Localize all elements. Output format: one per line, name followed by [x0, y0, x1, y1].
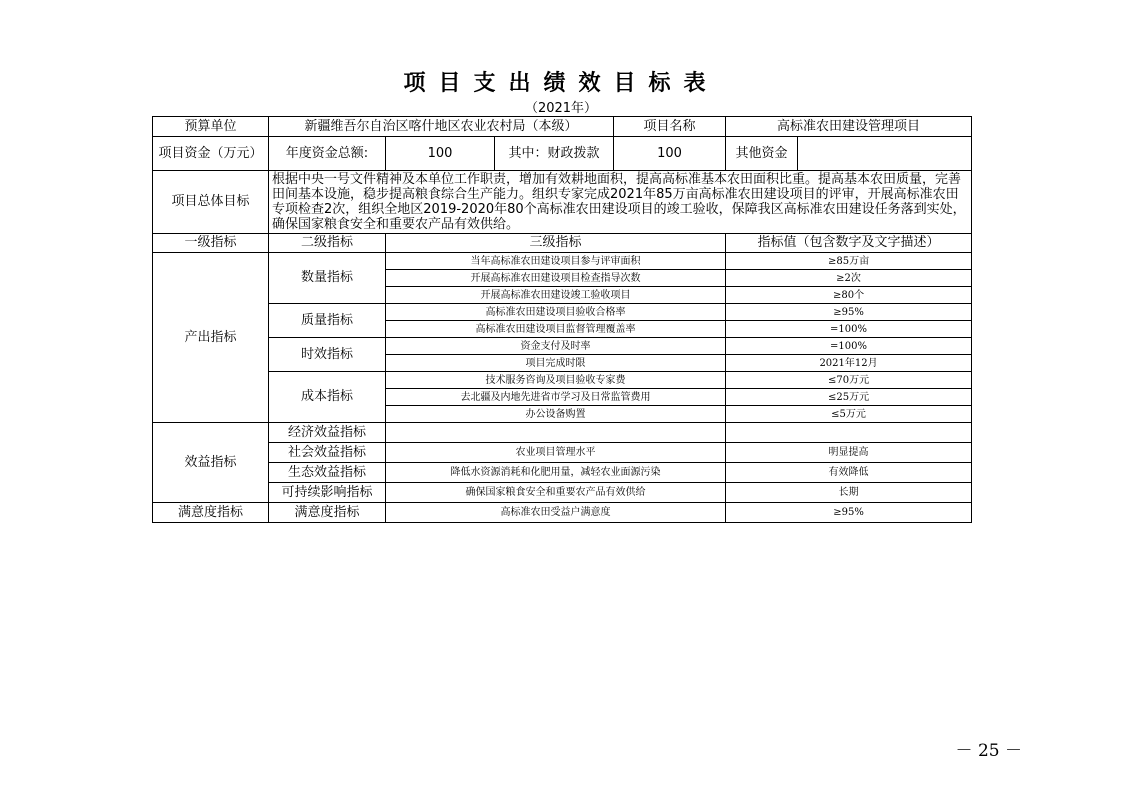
indicator-name: 高标准农田建设项目监督管理覆盖率	[386, 321, 726, 338]
indicator-value: 2021年12月	[726, 355, 972, 372]
table-row	[153, 483, 972, 503]
indicator-value: 有效降低	[726, 463, 972, 483]
table-row	[153, 443, 972, 463]
economic-benefit-label: 经济效益指标	[269, 423, 386, 443]
funds-row	[153, 137, 972, 171]
col-level3-header: 三级指标	[386, 234, 726, 253]
cost-indicator-label: 成本指标	[269, 372, 386, 423]
indicator-value: ≥95%	[726, 503, 972, 523]
table-row	[153, 338, 972, 355]
overall-goal-label: 项目总体目标	[153, 171, 269, 234]
quantity-indicator-label: 数量指标	[269, 253, 386, 304]
table-row	[153, 253, 972, 270]
indicator-name: 项目完成时限	[386, 355, 726, 372]
output-indicator-label: 产出指标	[153, 253, 269, 423]
quality-indicator-label: 质量指标	[269, 304, 386, 338]
satisfaction-sub-label: 满意度指标	[269, 503, 386, 523]
indicator-value: ≥85万亩	[726, 253, 972, 270]
table-row	[153, 463, 972, 483]
indicator-name: 技术服务咨询及项目验收专家费	[386, 372, 726, 389]
indicator-value	[726, 423, 972, 443]
performance-goal-table	[152, 116, 972, 523]
indicator-name: 降低水资源消耗和化肥用量，减轻农业面源污染	[386, 463, 726, 483]
indicator-value: =100%	[726, 321, 972, 338]
indicator-name: 办公设备购置	[386, 406, 726, 423]
col-level2-header: 二级指标	[269, 234, 386, 253]
indicator-name: 资金支付及时率	[386, 338, 726, 355]
indicator-value: =100%	[726, 338, 972, 355]
budget-unit-label: 预算单位	[153, 117, 269, 137]
project-name-label: 项目名称	[614, 117, 726, 137]
indicator-value: 明显提高	[726, 443, 972, 463]
table-row	[153, 423, 972, 443]
indicator-value: ≥95%	[726, 304, 972, 321]
indicator-name: 确保国家粮食安全和重要农产品有效供给	[386, 483, 726, 503]
indicator-name	[386, 423, 726, 443]
indicator-value: ≤70万元	[726, 372, 972, 389]
project-name-value: 高标准农田建设管理项目	[726, 117, 972, 137]
sustainable-impact-label: 可持续影响指标	[269, 483, 386, 503]
fiscal-funds-label: 其中：财政拨款	[495, 137, 614, 171]
social-benefit-label: 社会效益指标	[269, 443, 386, 463]
indicator-value: ≥2次	[726, 270, 972, 287]
indicator-name: 农业项目管理水平	[386, 443, 726, 463]
indicator-value: ≤25万元	[726, 389, 972, 406]
indicator-name: 高标准农田受益户满意度	[386, 503, 726, 523]
other-funds-label: 其他资金	[726, 137, 798, 171]
budget-unit-value: 新疆维吾尔自治区喀什地区农业农村局（本级）	[269, 117, 614, 137]
col-value-header: 指标值（包含数字及文字描述）	[726, 234, 972, 253]
overall-goal-text: 根据中央一号文件精神及本单位工作职责，增加有效耕地面积，提高高标准基本农田面积比重。提高基本农田质量，完善田间基本设施，稳步提高粮食综合生产能力。组织专家完成2021年85万亩高标准农田建设项目的评审，开展高标准农田专项检查2次，组织全地区2019-2020年80个高标准农田建设项目的竣工验收，保障我区高标准农田建设任务落到实处，确保国家粮食安全和重要农产品有效供给。	[269, 171, 972, 234]
indicator-name: 开展高标准农田建设项目检查指导次数	[386, 270, 726, 287]
timeliness-indicator-label: 时效指标	[269, 338, 386, 372]
indicator-name: 开展高标准农田建设竣工验收项目	[386, 287, 726, 304]
annual-total-label: 年度资金总额:	[269, 137, 386, 171]
col-level1-header: 一级指标	[153, 234, 269, 253]
budget-unit-row	[153, 117, 972, 137]
indicator-name: 当年高标准农田建设项目参与评审面积	[386, 253, 726, 270]
other-funds-value	[798, 137, 972, 171]
indicator-name: 去北疆及内地先进省市学习及日常监管费用	[386, 389, 726, 406]
indicator-name: 高标准农田建设项目验收合格率	[386, 304, 726, 321]
indicator-value: ≤5万元	[726, 406, 972, 423]
satisfaction-indicator-label: 满意度指标	[153, 503, 269, 523]
table-row	[153, 304, 972, 321]
indicator-value: 长期	[726, 483, 972, 503]
indicator-value: ≥80个	[726, 287, 972, 304]
column-header-row	[153, 234, 972, 253]
ecological-benefit-label: 生态效益指标	[269, 463, 386, 483]
table-row	[153, 503, 972, 523]
funds-label: 项目资金（万元）	[153, 137, 269, 171]
annual-total-value: 100	[386, 137, 495, 171]
overall-goal-row	[153, 171, 972, 234]
benefit-indicator-label: 效益指标	[153, 423, 269, 503]
page-title: 项目支出绩效目标表	[403, 71, 719, 96]
fiscal-funds-value: 100	[614, 137, 726, 171]
page-number: － 25 －	[955, 741, 1022, 761]
year-subtitle: （2021年）	[524, 101, 598, 116]
table-row	[153, 372, 972, 389]
